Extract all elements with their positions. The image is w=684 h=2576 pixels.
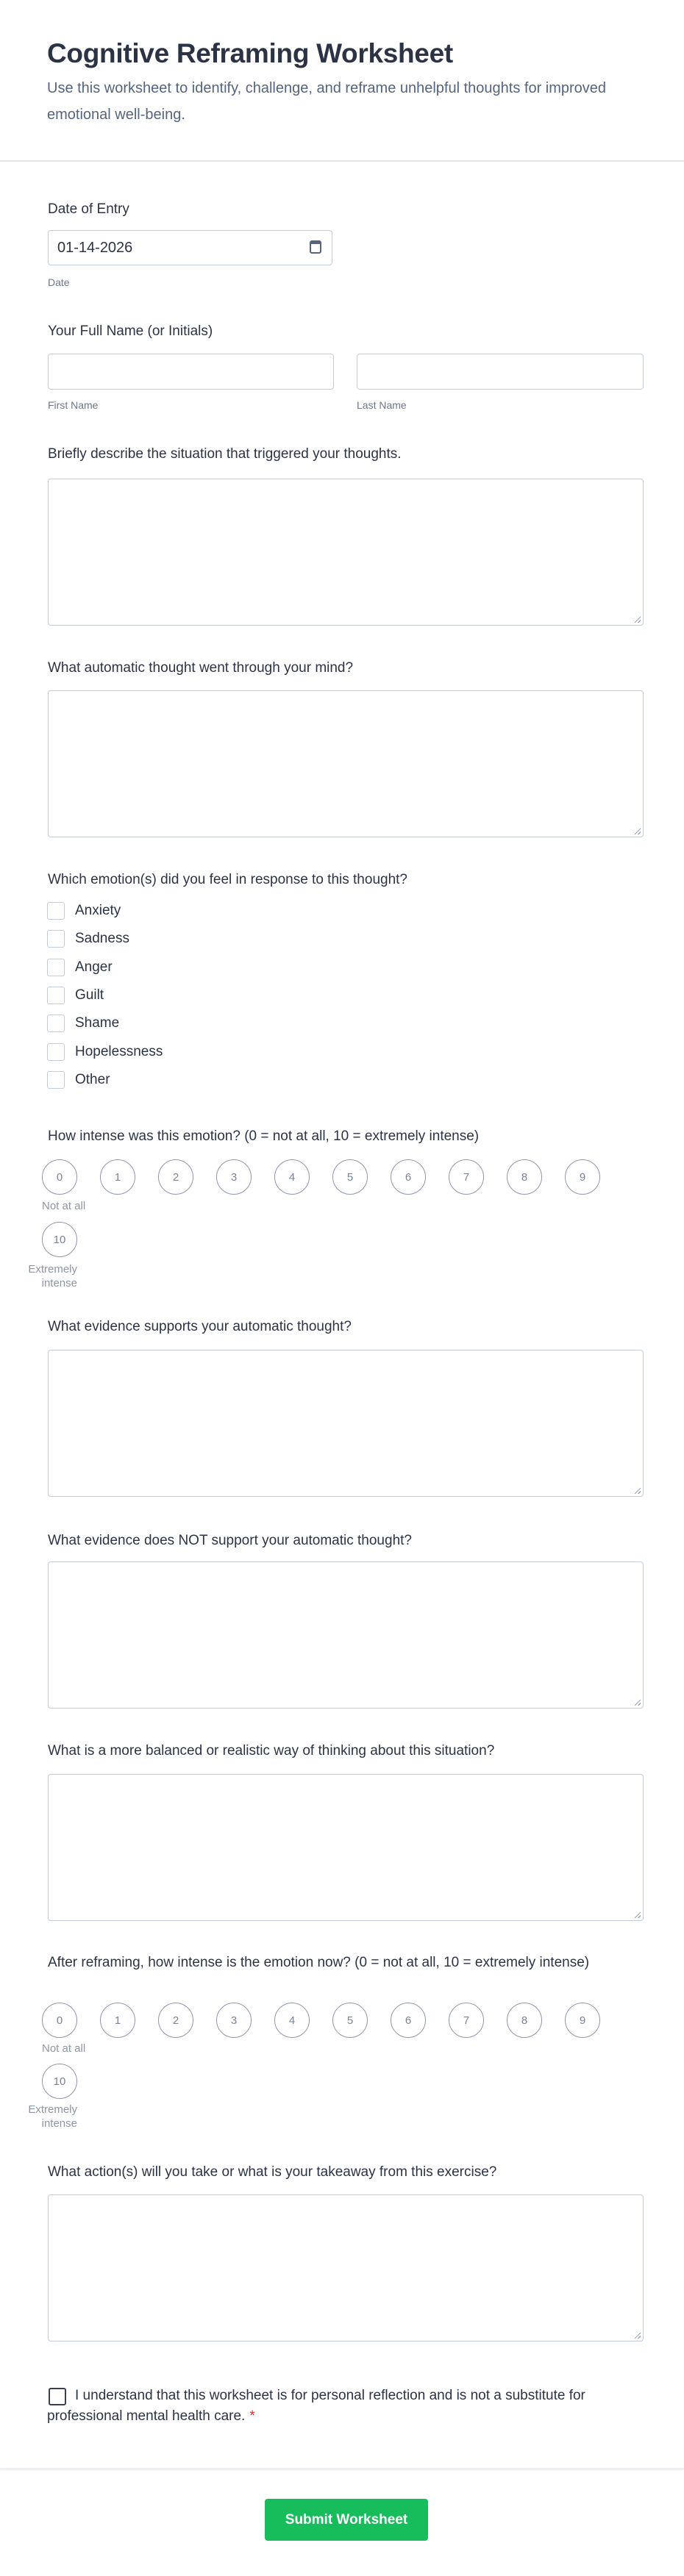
scale-max-label: [18, 1262, 77, 1290]
after-scale-option-10[interactable]: 10: [42, 2064, 77, 2099]
scale-option-0[interactable]: 0: [42, 1159, 77, 1195]
action-textarea[interactable]: [48, 2194, 644, 2341]
after-scale-option-4[interactable]: 4: [274, 2003, 310, 2038]
emotion-option-anger[interactable]: [47, 959, 113, 976]
checkbox[interactable]: [47, 1043, 65, 1061]
consent-text: [47, 2386, 606, 2427]
scale-option-2[interactable]: 2: [158, 1159, 193, 1195]
action-label: What action(s) will you take or what is your takeaway from this exercise?: [48, 2164, 497, 2180]
scale-option-7[interactable]: 7: [449, 1159, 484, 1195]
date-sublabel: Date: [48, 276, 70, 288]
emotion-option-guilt[interactable]: [47, 987, 104, 1004]
submit-button[interactable]: Submit Worksheet: [265, 2499, 428, 2541]
checkbox[interactable]: [47, 902, 65, 920]
option-label: Guilt: [75, 987, 104, 1003]
after-scale-max-label-line1: Extremely: [28, 2103, 77, 2116]
last-name-input[interactable]: [357, 354, 644, 390]
resize-grip-icon[interactable]: [635, 1912, 641, 1918]
page-title: Cognitive Reframing Worksheet: [47, 38, 453, 68]
scale-min-label: Not at all: [42, 1200, 86, 1212]
scale-option-1[interactable]: 1: [100, 1159, 135, 1195]
intensity-label: How intense was this emotion? (0 = not at all, 10 = extremely intense): [48, 1128, 480, 1144]
automatic-thought-textarea[interactable]: [48, 690, 644, 837]
footer-divider: [0, 2468, 684, 2469]
name-label: Your Full Name (or Initials): [48, 323, 213, 339]
after-intensity-label: After reframing, how intense is the emotion now? (0 = not at all, 10 = extremely intense): [48, 1955, 590, 1970]
evidence-against-textarea[interactable]: [48, 1561, 644, 1709]
scale-option-6[interactable]: 6: [391, 1159, 426, 1195]
scale-option-3[interactable]: 3: [216, 1159, 252, 1195]
emotion-option-shame[interactable]: [47, 1015, 119, 1032]
situation-label: Briefly describe the situation that triggered your thoughts.: [48, 446, 402, 462]
scale-max-label-line2: intense: [41, 1277, 77, 1289]
after-intensity-scale: [42, 2003, 600, 2038]
checkbox[interactable]: [47, 987, 65, 1004]
scale-option-10[interactable]: 10: [42, 1222, 77, 1257]
scale-max-label-line1: Extremely: [28, 1263, 77, 1276]
intensity-scale: [42, 1159, 600, 1195]
calendar-icon[interactable]: [310, 240, 321, 254]
after-scale-option-3[interactable]: 3: [216, 2003, 252, 2038]
emotions-label: Which emotion(s) did you feel in response to this thought?: [48, 872, 407, 887]
resize-grip-icon[interactable]: [635, 829, 641, 834]
after-scale-option-1[interactable]: 1: [100, 2003, 135, 2038]
emotion-option-sadness[interactable]: [47, 930, 129, 948]
evidence-against-label: What evidence does NOT support your automatic thought?: [48, 1533, 412, 1548]
page-subtitle: Use this worksheet to identify, challenge, and reframe unhelpful thoughts for improved emotional well-being.: [47, 80, 607, 123]
after-scale-option-2[interactable]: 2: [158, 2003, 193, 2038]
balanced-thought-label: What is a more balanced or realistic way of thinking about this situation?: [48, 1743, 495, 1759]
checkbox[interactable]: [47, 930, 65, 948]
option-label: Sadness: [75, 931, 129, 946]
first-name-sublabel: First Name: [48, 399, 99, 411]
emotion-option-anxiety[interactable]: [47, 902, 121, 920]
option-label: Shame: [75, 1015, 120, 1031]
scale-option-9[interactable]: 9: [565, 1159, 600, 1195]
last-name-sublabel: Last Name: [357, 399, 407, 411]
checkbox[interactable]: [47, 959, 65, 976]
resize-grip-icon[interactable]: [635, 1700, 641, 1706]
after-scale-option-6[interactable]: 6: [391, 2003, 426, 2038]
option-label: Other: [75, 1072, 110, 1087]
date-input[interactable]: [48, 230, 332, 265]
after-scale-max-label-line2: intense: [41, 2117, 77, 2130]
after-scale-option-0[interactable]: 0: [42, 2003, 77, 2038]
option-label: Anger: [75, 959, 113, 975]
evidence-supports-label: What evidence supports your automatic thought?: [48, 1319, 352, 1334]
situation-textarea[interactable]: [48, 479, 644, 626]
resize-grip-icon[interactable]: [635, 1488, 641, 1494]
resize-grip-icon[interactable]: [635, 2333, 641, 2339]
evidence-supports-textarea[interactable]: [48, 1350, 644, 1497]
automatic-thought-label: What automatic thought went through your mind?: [48, 660, 354, 676]
option-label: Hopelessness: [75, 1044, 163, 1059]
after-scale-option-8[interactable]: 8: [507, 2003, 542, 2038]
scale-option-8[interactable]: 8: [507, 1159, 542, 1195]
resize-grip-icon[interactable]: [635, 617, 641, 623]
after-scale-option-7[interactable]: 7: [449, 2003, 484, 2038]
after-scale-option-9[interactable]: 9: [565, 2003, 600, 2038]
checkbox[interactable]: [47, 1071, 65, 1089]
consent-label: I understand that this worksheet is for personal reflection and is not a substitute for professional mental health care.: [47, 2388, 585, 2424]
after-scale-min-label: Not at all: [42, 2042, 86, 2055]
emotion-option-other[interactable]: [47, 1071, 110, 1089]
after-scale-max-label: [18, 2103, 77, 2130]
date-label: Date of Entry: [48, 201, 129, 217]
after-scale-option-5[interactable]: 5: [332, 2003, 368, 2038]
date-value: 01-14-2026: [57, 240, 133, 256]
scale-option-4[interactable]: 4: [274, 1159, 310, 1195]
scale-option-5[interactable]: 5: [332, 1159, 368, 1195]
required-marker: *: [249, 2408, 255, 2424]
emotion-option-hopelessness[interactable]: [47, 1043, 163, 1061]
balanced-thought-textarea[interactable]: [48, 1774, 644, 1921]
first-name-input[interactable]: [48, 354, 334, 390]
checkbox[interactable]: [47, 1015, 65, 1032]
header-divider: [0, 160, 684, 162]
option-label: Anxiety: [75, 903, 121, 918]
